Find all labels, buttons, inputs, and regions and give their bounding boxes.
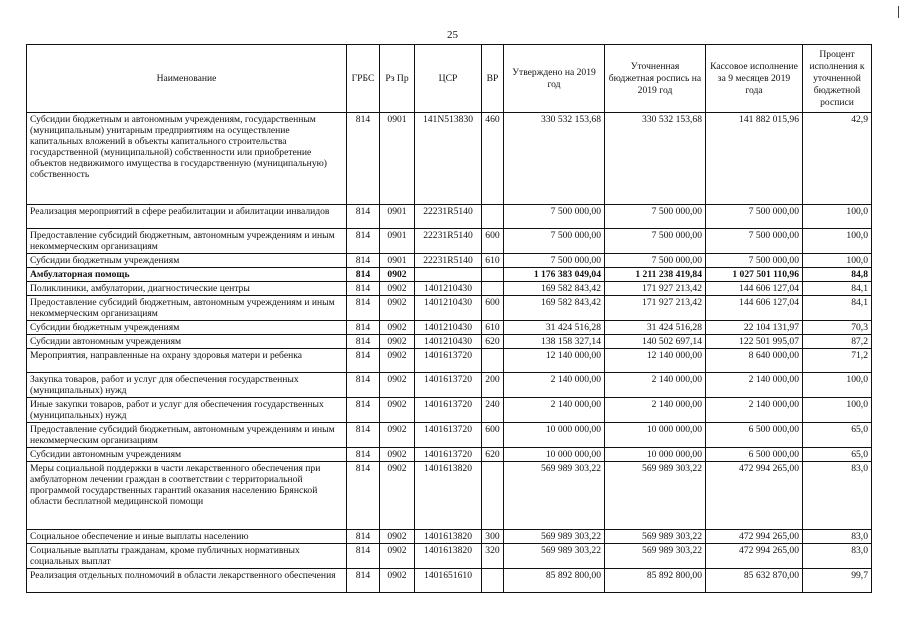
cell-approved: 1 176 383 049,04	[504, 268, 605, 282]
cell-grbs: 814	[347, 282, 380, 296]
cell-rzpr: 0902	[380, 268, 415, 282]
cell-approved: 569 989 303,22	[504, 530, 605, 544]
cell-percent: 70,3	[803, 321, 872, 335]
cell-name: Предоставление субсидий бюджетным, автономным учреждениям и иным некоммерческим организациям	[27, 423, 347, 448]
table-row	[27, 398, 872, 423]
cell-cash: 6 500 000,00	[706, 448, 803, 462]
cell-refined: 569 989 303,22	[605, 544, 706, 569]
cell-percent: 87,2	[803, 335, 872, 349]
table-row	[27, 373, 872, 398]
table-row	[27, 282, 872, 296]
cell-grbs: 814	[347, 398, 380, 423]
cell-percent: 83,0	[803, 462, 872, 530]
table-row	[27, 296, 872, 321]
cell-csr: 22231R5140	[415, 229, 482, 254]
cell-vr	[482, 569, 504, 593]
cell-vr	[482, 282, 504, 296]
cell-percent: 83,0	[803, 530, 872, 544]
cell-csr: 1401651610	[415, 569, 482, 593]
col-header-approved: Утверждено на 2019 год	[504, 45, 605, 113]
cell-name: Предоставление субсидий бюджетным, автономным учреждениям и иным некоммерческим организациям	[27, 229, 347, 254]
table-row	[27, 113, 872, 205]
cell-vr: 200	[482, 373, 504, 398]
cell-vr: 620	[482, 335, 504, 349]
cell-csr: 1401210430	[415, 296, 482, 321]
table-row	[27, 423, 872, 448]
cell-cash: 1 027 501 110,96	[706, 268, 803, 282]
cell-rzpr: 0901	[380, 254, 415, 268]
cell-percent: 65,0	[803, 448, 872, 462]
cell-grbs: 814	[347, 321, 380, 335]
cell-grbs: 814	[347, 229, 380, 254]
cell-cash: 85 632 870,00	[706, 569, 803, 593]
cell-approved: 569 989 303,22	[504, 544, 605, 569]
cell-grbs: 814	[347, 349, 380, 373]
cell-approved: 569 989 303,22	[504, 462, 605, 530]
table-row	[27, 544, 872, 569]
cell-name: Социальные выплаты гражданам, кроме публичных нормативных социальных выплат	[27, 544, 347, 569]
cell-rzpr: 0901	[380, 229, 415, 254]
cell-vr: 600	[482, 229, 504, 254]
cell-percent: 100,0	[803, 254, 872, 268]
cell-percent: 83,0	[803, 544, 872, 569]
cell-rzpr: 0902	[380, 335, 415, 349]
cell-rzpr: 0902	[380, 373, 415, 398]
col-header-percent: Процент исполнения к уточненной бюджетной росписи	[803, 45, 872, 113]
cell-vr: 240	[482, 398, 504, 423]
cell-approved: 7 500 000,00	[504, 205, 605, 229]
cell-cash: 8 640 000,00	[706, 349, 803, 373]
cell-csr: 22231R5140	[415, 205, 482, 229]
cell-cash: 7 500 000,00	[706, 229, 803, 254]
cell-vr: 620	[482, 448, 504, 462]
cell-name: Амбулаторная помощь	[27, 268, 347, 282]
cell-csr: 1401210430	[415, 321, 482, 335]
cell-csr: 1401210430	[415, 335, 482, 349]
cell-vr: 600	[482, 423, 504, 448]
cell-name: Субсидии автономным учреждениям	[27, 335, 347, 349]
cell-refined: 569 989 303,22	[605, 462, 706, 530]
cell-grbs: 814	[347, 448, 380, 462]
cell-rzpr: 0902	[380, 321, 415, 335]
cell-name: Реализация мероприятий в сфере реабилитации и абилитации инвалидов	[27, 205, 347, 229]
page-number: 25	[447, 29, 458, 41]
cell-grbs: 814	[347, 254, 380, 268]
cell-percent: 84,8	[803, 268, 872, 282]
cell-name: Субсидии бюджетным учреждениям	[27, 254, 347, 268]
cell-percent: 100,0	[803, 229, 872, 254]
col-header-vr: ВР	[482, 45, 504, 113]
cell-refined: 12 140 000,00	[605, 349, 706, 373]
cell-cash: 2 140 000,00	[706, 398, 803, 423]
cell-approved: 7 500 000,00	[504, 229, 605, 254]
table-row	[27, 268, 872, 282]
cell-percent: 84,1	[803, 296, 872, 321]
cell-approved: 85 892 800,00	[504, 569, 605, 593]
cell-refined: 330 532 153,68	[605, 113, 706, 205]
cell-vr	[482, 462, 504, 530]
cell-refined: 1 211 238 419,84	[605, 268, 706, 282]
cell-refined: 85 892 800,00	[605, 569, 706, 593]
cell-csr: 22231R5140	[415, 254, 482, 268]
cell-cash: 7 500 000,00	[706, 205, 803, 229]
cell-approved: 138 158 327,14	[504, 335, 605, 349]
cell-csr: 1401210430	[415, 282, 482, 296]
cell-approved: 169 582 843,42	[504, 296, 605, 321]
cell-cash: 6 500 000,00	[706, 423, 803, 448]
cell-grbs: 814	[347, 423, 380, 448]
cell-name: Субсидии бюджетным и автономным учреждениям, государственным (муниципальным) унитарным предприятиям на осуществление капитальных вложений в объекты капитального строительства государственной (муниципальной) собственности или приобретение объектов недвижимого имущества в государственную (муниципальную) собственность	[27, 113, 347, 205]
cell-name: Меры социальной поддержки в части лекарственного обеспечения при амбулаторном лечении граждан в соответствии с территориальной программой государственных гарантий оказания населению Брянской области бесплатной медицинской помощи	[27, 462, 347, 530]
cell-percent: 42,9	[803, 113, 872, 205]
cell-name: Субсидии автономным учреждениям	[27, 448, 347, 462]
cell-rzpr: 0902	[380, 544, 415, 569]
table-row	[27, 254, 872, 268]
cell-rzpr: 0902	[380, 569, 415, 593]
cell-refined: 2 140 000,00	[605, 373, 706, 398]
cell-grbs: 814	[347, 268, 380, 282]
cell-name: Реализация отдельных полномочий в области лекарственного обеспечения	[27, 569, 347, 593]
table-row	[27, 569, 872, 593]
cell-name: Иные закупки товаров, работ и услуг для обеспечения государственных (муниципальных) нужд	[27, 398, 347, 423]
cell-grbs: 814	[347, 462, 380, 530]
cell-approved: 12 140 000,00	[504, 349, 605, 373]
cell-rzpr: 0902	[380, 282, 415, 296]
cell-cash: 472 994 265,00	[706, 462, 803, 530]
table-row	[27, 335, 872, 349]
cell-refined: 10 000 000,00	[605, 423, 706, 448]
cell-csr	[415, 268, 482, 282]
cell-vr	[482, 349, 504, 373]
cell-refined: 7 500 000,00	[605, 205, 706, 229]
cell-csr: 1401613720	[415, 448, 482, 462]
cell-percent: 84,1	[803, 282, 872, 296]
cell-refined: 2 140 000,00	[605, 398, 706, 423]
col-header-rzpr: Рз Пр	[380, 45, 415, 113]
cell-grbs: 814	[347, 544, 380, 569]
cell-grbs: 814	[347, 113, 380, 205]
cell-name: Социальное обеспечение и иные выплаты населению	[27, 530, 347, 544]
cell-vr: 460	[482, 113, 504, 205]
cell-grbs: 814	[347, 569, 380, 593]
cell-approved: 330 532 153,68	[504, 113, 605, 205]
cell-csr: 1401613820	[415, 544, 482, 569]
cell-approved: 10 000 000,00	[504, 423, 605, 448]
cell-refined: 10 000 000,00	[605, 448, 706, 462]
table-row	[27, 462, 872, 530]
cell-rzpr: 0902	[380, 448, 415, 462]
cell-percent: 99,7	[803, 569, 872, 593]
col-header-name: Наименование	[27, 45, 347, 113]
cell-cash: 122 501 995,07	[706, 335, 803, 349]
cell-cash: 2 140 000,00	[706, 373, 803, 398]
cell-csr: 1401613720	[415, 423, 482, 448]
cell-name: Закупка товаров, работ и услуг для обеспечения государственных (муниципальных) нужд	[27, 373, 347, 398]
cell-name: Предоставление субсидий бюджетным, автономным учреждениям и иным некоммерческим организациям	[27, 296, 347, 321]
cell-cash: 472 994 265,00	[706, 530, 803, 544]
cell-csr: 1401613720	[415, 398, 482, 423]
cell-grbs: 814	[347, 335, 380, 349]
table-row	[27, 229, 872, 254]
col-header-refined: Уточненная бюджетная роспись на 2019 год	[605, 45, 706, 113]
cell-rzpr: 0902	[380, 349, 415, 373]
col-header-cash: Кассовое исполнение за 9 месяцев 2019 года	[706, 45, 803, 113]
cell-rzpr: 0902	[380, 398, 415, 423]
col-header-grbs: ГРБС	[347, 45, 380, 113]
cell-vr: 300	[482, 530, 504, 544]
cell-vr: 610	[482, 254, 504, 268]
table-row	[27, 321, 872, 335]
cell-cash: 144 606 127,04	[706, 296, 803, 321]
cell-vr: 320	[482, 544, 504, 569]
cell-refined: 140 502 697,14	[605, 335, 706, 349]
table-row	[27, 205, 872, 229]
cell-cash: 7 500 000,00	[706, 254, 803, 268]
cell-csr: 1401613820	[415, 530, 482, 544]
cell-cash: 472 994 265,00	[706, 544, 803, 569]
table-header	[27, 45, 872, 113]
page-edge-mark	[898, 6, 899, 18]
cell-csr: 141N513830	[415, 113, 482, 205]
cell-percent: 71,2	[803, 349, 872, 373]
cell-approved: 10 000 000,00	[504, 448, 605, 462]
cell-approved: 169 582 843,42	[504, 282, 605, 296]
cell-name: Субсидии бюджетным учреждениям	[27, 321, 347, 335]
cell-rzpr: 0901	[380, 113, 415, 205]
cell-vr	[482, 268, 504, 282]
cell-refined: 7 500 000,00	[605, 254, 706, 268]
table-row	[27, 349, 872, 373]
cell-approved: 2 140 000,00	[504, 373, 605, 398]
cell-rzpr: 0902	[380, 530, 415, 544]
cell-percent: 65,0	[803, 423, 872, 448]
cell-name: Мероприятия, направленные на охрану здоровья матери и ребенка	[27, 349, 347, 373]
cell-refined: 569 989 303,22	[605, 530, 706, 544]
cell-refined: 31 424 516,28	[605, 321, 706, 335]
cell-grbs: 814	[347, 296, 380, 321]
cell-csr: 1401613820	[415, 462, 482, 530]
cell-cash: 144 606 127,04	[706, 282, 803, 296]
table-row	[27, 448, 872, 462]
cell-approved: 7 500 000,00	[504, 254, 605, 268]
cell-csr: 1401613720	[415, 373, 482, 398]
cell-vr	[482, 205, 504, 229]
cell-approved: 31 424 516,28	[504, 321, 605, 335]
cell-cash: 22 104 131,97	[706, 321, 803, 335]
cell-rzpr: 0901	[380, 205, 415, 229]
cell-vr: 600	[482, 296, 504, 321]
cell-refined: 171 927 213,42	[605, 282, 706, 296]
cell-refined: 7 500 000,00	[605, 229, 706, 254]
cell-rzpr: 0902	[380, 296, 415, 321]
cell-approved: 2 140 000,00	[504, 398, 605, 423]
budget-table	[26, 44, 872, 593]
col-header-csr: ЦСР	[415, 45, 482, 113]
cell-grbs: 814	[347, 205, 380, 229]
cell-vr: 610	[482, 321, 504, 335]
cell-percent: 100,0	[803, 373, 872, 398]
cell-cash: 141 882 015,96	[706, 113, 803, 205]
cell-refined: 171 927 213,42	[605, 296, 706, 321]
cell-grbs: 814	[347, 530, 380, 544]
cell-grbs: 814	[347, 373, 380, 398]
table-row	[27, 530, 872, 544]
cell-percent: 100,0	[803, 205, 872, 229]
cell-csr: 1401613720	[415, 349, 482, 373]
cell-rzpr: 0902	[380, 423, 415, 448]
cell-rzpr: 0902	[380, 462, 415, 530]
cell-percent: 100,0	[803, 398, 872, 423]
cell-name: Поликлиники, амбулатории, диагностические центры	[27, 282, 347, 296]
